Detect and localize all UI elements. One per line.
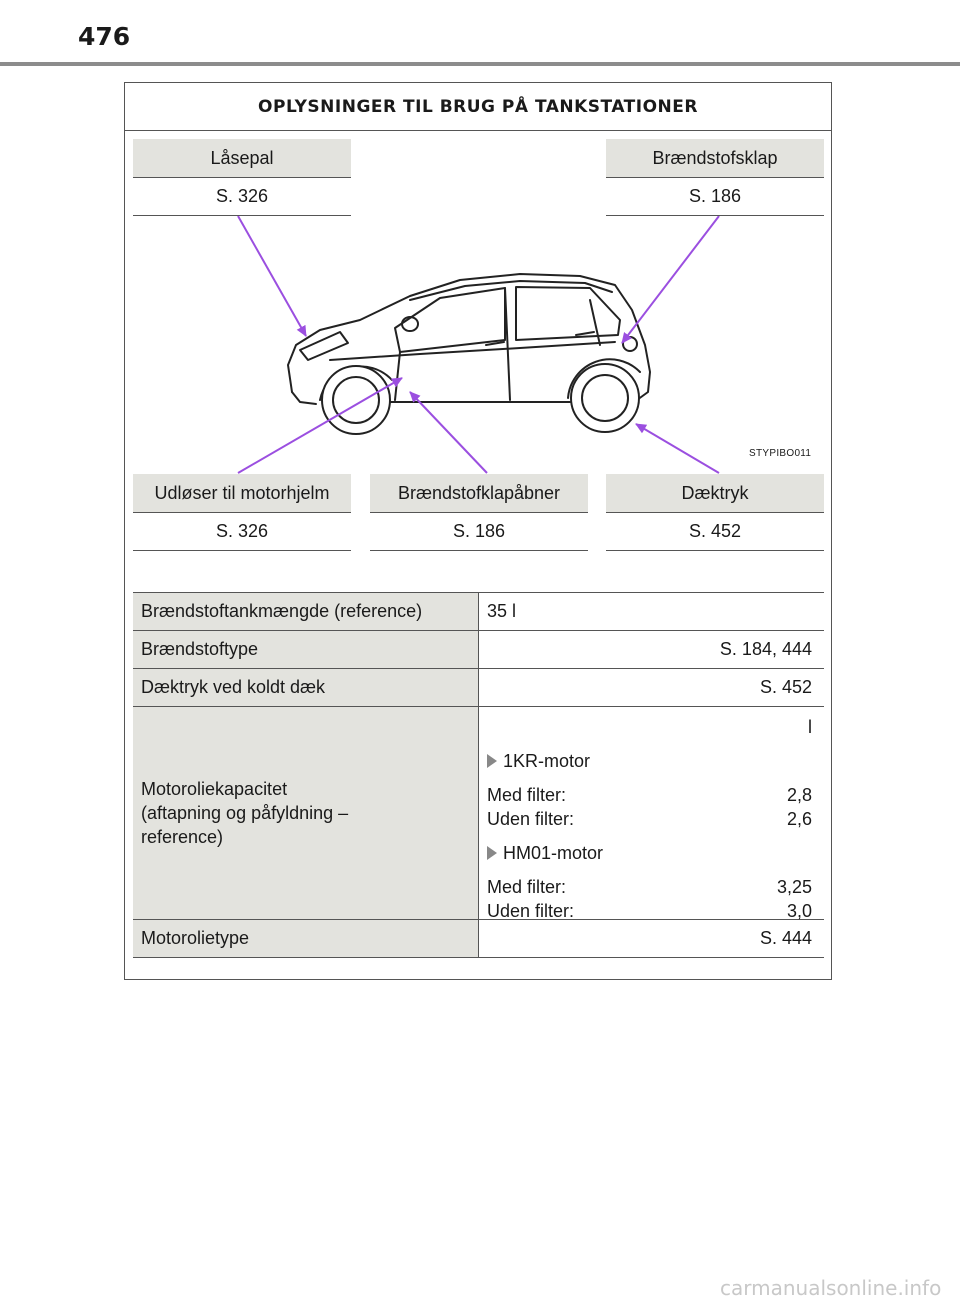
table-row <box>133 593 824 631</box>
row-label <box>133 707 479 919</box>
ref-braendstofsklap <box>606 139 824 216</box>
row-label: Motorolietype <box>133 920 479 957</box>
ref-klapaabner <box>370 474 588 551</box>
ref-laasepal <box>133 139 351 216</box>
capacity-line <box>487 783 812 807</box>
watermark: carmanualsonline.info <box>720 1276 942 1300</box>
ref-label: Dæktryk <box>606 474 824 513</box>
bullet-triangle-icon <box>487 846 497 860</box>
row-label: Brændstoftankmængde (reference) <box>133 593 479 630</box>
row-label: Brændstoftype <box>133 631 479 668</box>
unit-label: l <box>808 717 812 737</box>
ref-page-link[interactable]: S. 186 <box>370 513 588 551</box>
capacity-label: Med filter: <box>487 785 567 805</box>
capacity-value: 3,0 <box>786 901 812 921</box>
wheels <box>322 364 639 434</box>
ref-motorhjelm <box>133 474 351 551</box>
ref-label: Brændstofklapåbner <box>370 474 588 513</box>
capacity-label: Uden filter: <box>487 901 575 921</box>
ref-page-link[interactable]: S. 186 <box>606 178 824 216</box>
capacity-label: Uden filter: <box>487 809 575 829</box>
capacity-label: Med filter: <box>487 877 567 897</box>
page-number: 476 <box>78 22 131 51</box>
oil-label-line: reference) <box>141 827 224 847</box>
ref-label: Brændstofsklap <box>606 139 824 178</box>
ref-daektryk <box>606 474 824 551</box>
bullet-triangle-icon <box>487 754 497 768</box>
motor-heading <box>487 841 812 865</box>
spec-table <box>133 592 824 958</box>
oil-capacity-values <box>479 707 824 919</box>
row-value-link[interactable]: S. 444 <box>759 928 812 948</box>
ref-label: Udløser til motorhjelm <box>133 474 351 513</box>
table-row <box>133 669 824 707</box>
row-label: Dæktryk ved koldt dæk <box>133 669 479 706</box>
table-row <box>133 920 824 958</box>
capacity-value: 3,25 <box>776 877 812 897</box>
motor-name: 1KR-motor <box>503 750 591 771</box>
motor-name: HM01-motor <box>503 842 604 863</box>
panel-title: OPLYSNINGER TIL BRUG PÅ TANKSTATIONER <box>125 83 831 131</box>
row-value-link[interactable]: S. 452 <box>759 677 812 697</box>
ref-page-link[interactable]: S. 326 <box>133 513 351 551</box>
ref-label: Låsepal <box>133 139 351 178</box>
oil-label-line: Motoroliekapacitet <box>141 779 288 799</box>
capacity-line <box>487 875 812 899</box>
row-value: 35 l <box>487 601 517 621</box>
motor-heading <box>487 749 812 773</box>
ref-page-link[interactable]: S. 452 <box>606 513 824 551</box>
capacity-value: 2,6 <box>786 809 812 829</box>
capacity-value: 2,8 <box>786 785 812 805</box>
row-value-link[interactable]: S. 184, 444 <box>719 639 812 659</box>
table-row-oil-capacity <box>133 707 824 920</box>
capacity-line <box>487 807 812 831</box>
ref-page-link[interactable]: S. 326 <box>133 178 351 216</box>
oil-label-line: (aftapning og påfyldning – <box>141 803 349 823</box>
figure-code: STYPIBO011 <box>749 448 812 459</box>
table-row <box>133 631 824 669</box>
